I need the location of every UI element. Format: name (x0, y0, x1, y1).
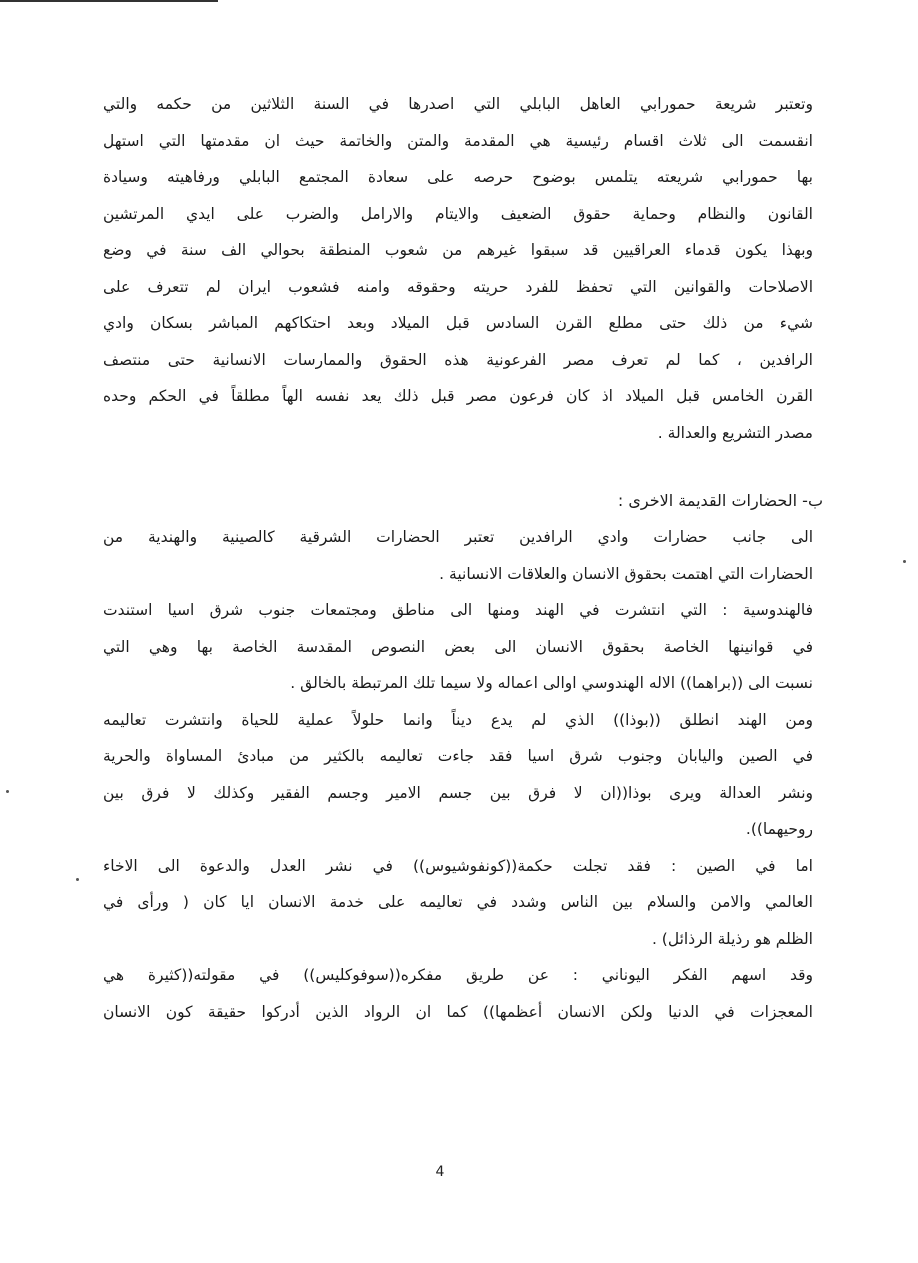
paragraph-hinduism (103, 592, 813, 702)
text-line: فالهندوسية : التي انتشرت في الهند ومنها الى مناطق ومجتمعات جنوب شرق اسيا استندت (103, 601, 813, 619)
text-line: الى جانب حضارات وادي الرافدين تعتبر الحضارات الشرقية كالصينية والهندية من (103, 528, 813, 546)
text-line: في قوانينها الخاصة بحقوق الانسان الى بعض النصوص المقدسة الخاصة بها وهي التي (103, 637, 813, 656)
top-edge-rule (0, 0, 218, 2)
text-line: القانون والنظام وحماية حقوق الضعيف والايتام والارامل والضرب على ايدي المرتشين (103, 204, 813, 223)
text-line: اما في الصين : فقد تجلت حكمة((كونفوشيوس)) في نشر العدل والدعوة الى الاخاء (103, 856, 813, 875)
text-line: وتعتبر شريعة حمورابي العاهل البابلي التي اصدرها في السنة الثلاثين من حكمه والتي (103, 95, 813, 113)
text-line: مصدر التشريع والعدالة . (657, 423, 813, 442)
text-line: الحضارات التي اهتمت بحقوق الانسان والعلاقات الانسانية . (439, 564, 813, 583)
text-line: انقسمت الى ثلاث اقسام رئيسية هي المقدمة والمتن والخاتمة حيث ان مقدمتها التي استهل (103, 131, 813, 150)
text-line: ومن الهند انطلق ((بوذا)) الذي لم يدع ديناً وانما حلولاً عملية للحياة وانتشرت تعاليمه (103, 710, 813, 729)
text-line: وقد اسهم الفكر اليوناني : عن طريق مفكره((سوفوكليس)) في مقولته((كثيرة هي (103, 966, 813, 984)
paragraph-greek-thought (103, 957, 813, 1030)
document-page (103, 86, 823, 1030)
text-line: نسبت الى ((براهما)) الاله الهندوسي اوالى اعماله ولا سيما تلك المرتبطة بالخالق . (290, 674, 813, 692)
text-line: المعجزات في الدنيا ولكن الانسان أعظمها)) كما ان الرواد الذين أدركوا حقيقة كون الانسان (103, 1002, 813, 1021)
text-line: شيء من ذلك حتى مطلع القرن السادس قبل الميلاد وبعد احتكاكهم المباشر بسكان وادي (103, 314, 813, 332)
text-line: القرن الخامس قبل الميلاد اذ كان فرعون مصر قبل ذلك يعد نفسه الهاً مطلقاً في الحكم وحده (103, 387, 813, 405)
text-line: الظلم هو رذيلة الرذائل) . (651, 929, 813, 948)
text-line: الرافدين ، كما لم تعرف مصر الفرعونية هذه الحقوق والممارسات الانسانية حتى منتصف (103, 350, 813, 369)
paragraph-hammurabi (103, 86, 813, 451)
text-line: روحيهما)). (745, 820, 813, 838)
text-line: بها حمورابي شريعته يتلمس بوضوح حرصه على سعادة المجتمع البابلي ورفاهيته وسيادة (103, 168, 813, 186)
text-line: العالمي والامن والسلام بين الناس وشدد في تعاليمه على خدمة الانسان ايا كان ( ورأى في (103, 893, 813, 911)
text-line: الاصلاحات والقوانين التي تحفظ للفرد حريته وحقوقه وامنه فشعوب ايران لم تتعرف على (103, 277, 813, 296)
margin-speck (903, 560, 906, 563)
margin-speck (6, 790, 9, 793)
paragraph-confucius (103, 848, 813, 958)
page-number: 4 (435, 1164, 445, 1180)
text-line: في الصين واليابان وجنوب شرق اسيا فقد جاءت تعاليمه بالكثير من مبادئ المساواة والحرية (103, 747, 813, 765)
margin-speck (76, 878, 79, 881)
section-heading: ب- الحضارات القديمة الاخرى : (617, 491, 823, 510)
paragraph-eastern-civilizations (103, 519, 813, 592)
text-line: وبهذا يكون قدماء العراقيين قد سبقوا غيرهم من شعوب المنطقة بحوالي الف سنة في وضع (103, 241, 813, 259)
text-line: ونشر العدالة ويرى بوذا((ان لا فرق بين جسم الامير وجسم الفقير وكذلك لا فرق بين (103, 783, 813, 802)
section-spacer (103, 451, 813, 483)
paragraph-buddha (103, 702, 813, 848)
